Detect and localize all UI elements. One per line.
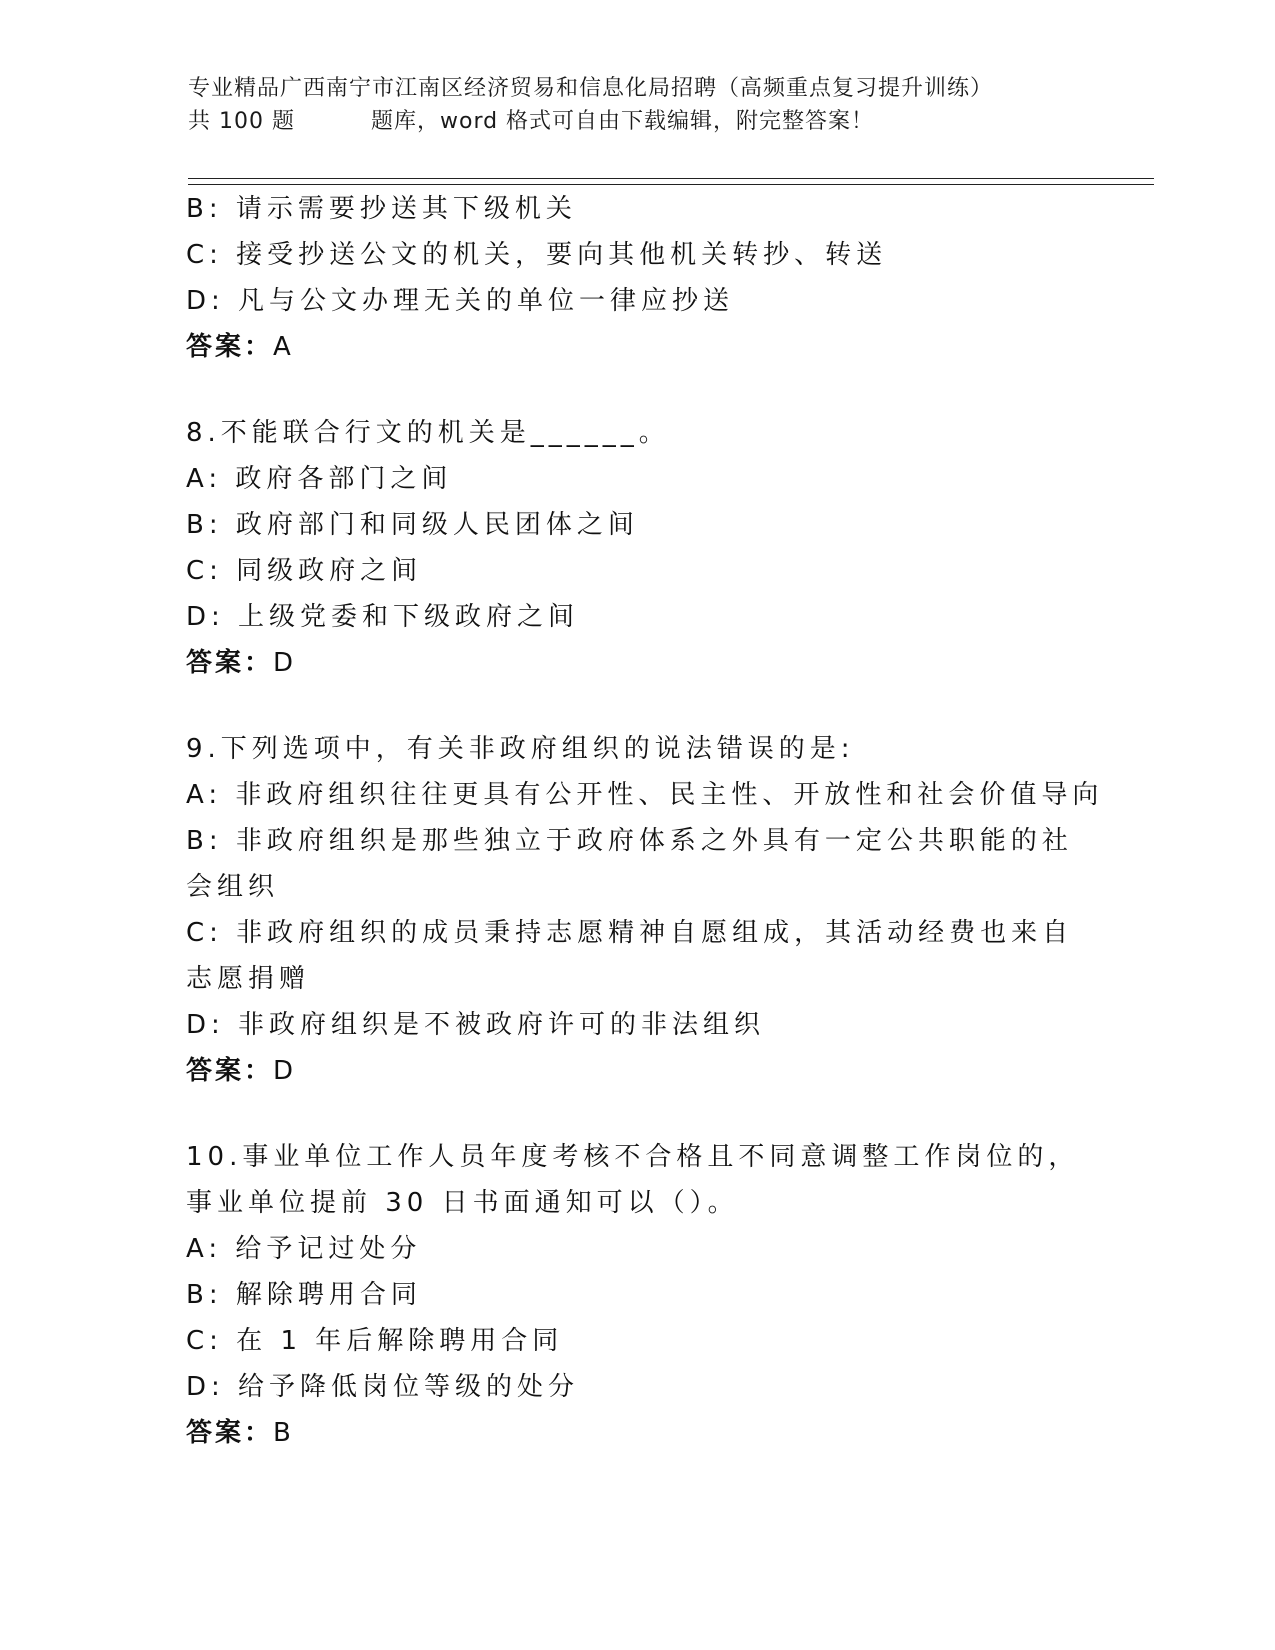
question-stem: 9.下列选项中，有关非政府组织的说法错误的是: xyxy=(186,734,855,764)
question-stem: 8.不能联合行文的机关是______。 xyxy=(186,418,670,448)
option-a: A: 给予记过处分 xyxy=(186,1234,422,1264)
option-b: B: 解除聘用合同 xyxy=(186,1280,422,1310)
option-c: C: 非政府组织的成员秉持志愿精神自愿组成，其活动经费也来自志愿捐赠 xyxy=(186,918,1074,994)
option-d: D: 非政府组织是不被政府许可的非法组织 xyxy=(186,1010,766,1040)
option-b: B: 政府部门和同级人民团体之间 xyxy=(186,510,639,540)
answer-value: D xyxy=(273,1056,297,1086)
answer-label: 答案： xyxy=(186,648,274,678)
answer-value: B xyxy=(273,1418,294,1448)
answer-value: D xyxy=(273,648,297,678)
option-d: D: 给予降低岗位等级的处分 xyxy=(186,1372,580,1402)
header-divider xyxy=(188,178,1154,185)
question-7-continued xyxy=(186,186,1086,370)
question-10 xyxy=(186,1134,1086,1456)
option-b: B: 请示需要抄送其下级机关 xyxy=(186,194,577,224)
header-title: 专业精品广西南宁市江南区经济贸易和信息化局招聘（高频重点复习提升训练） xyxy=(188,76,994,101)
question-9 xyxy=(186,726,1104,1094)
page-header xyxy=(188,72,1148,138)
option-d: D: 凡与公文办理无关的单位一律应抄送 xyxy=(186,286,735,316)
answer-line xyxy=(186,1410,1086,1456)
question-8 xyxy=(186,410,1086,686)
answer-value: A xyxy=(273,332,294,362)
answer-line xyxy=(186,1048,1086,1094)
header-question-count: 共 100 题 xyxy=(188,109,295,134)
option-d: D: 上级党委和下级政府之间 xyxy=(186,602,580,632)
answer-label: 答案： xyxy=(186,1056,274,1086)
option-c: C: 接受抄送公文的机关，要向其他机关转抄、转送 xyxy=(186,240,888,270)
header-description: 题库，word 格式可自由下载编辑，附完整答案！ xyxy=(370,109,875,134)
answer-line xyxy=(186,640,1086,686)
option-c: C: 在 1 年后解除聘用合同 xyxy=(186,1326,564,1356)
question-stem: 10.事业单位工作人员年度考核不合格且不同意调整工作岗位的，事业单位提前 30 日书面通知可以（）。 xyxy=(186,1142,1080,1218)
option-c: C: 同级政府之间 xyxy=(186,556,423,586)
answer-label: 答案： xyxy=(186,332,274,362)
document-body xyxy=(186,186,1104,1456)
option-b: B: 非政府组织是那些独立于政府体系之外具有一定公共职能的社会组织 xyxy=(186,826,1073,902)
answer-line xyxy=(186,324,1086,370)
answer-label: 答案： xyxy=(186,1418,274,1448)
option-a: A: 政府各部门之间 xyxy=(186,464,453,494)
header-subtitle xyxy=(188,105,1148,138)
option-a: A: 非政府组织往往更具有公开性、民主性、开放性和社会价值导向 xyxy=(186,780,1104,810)
